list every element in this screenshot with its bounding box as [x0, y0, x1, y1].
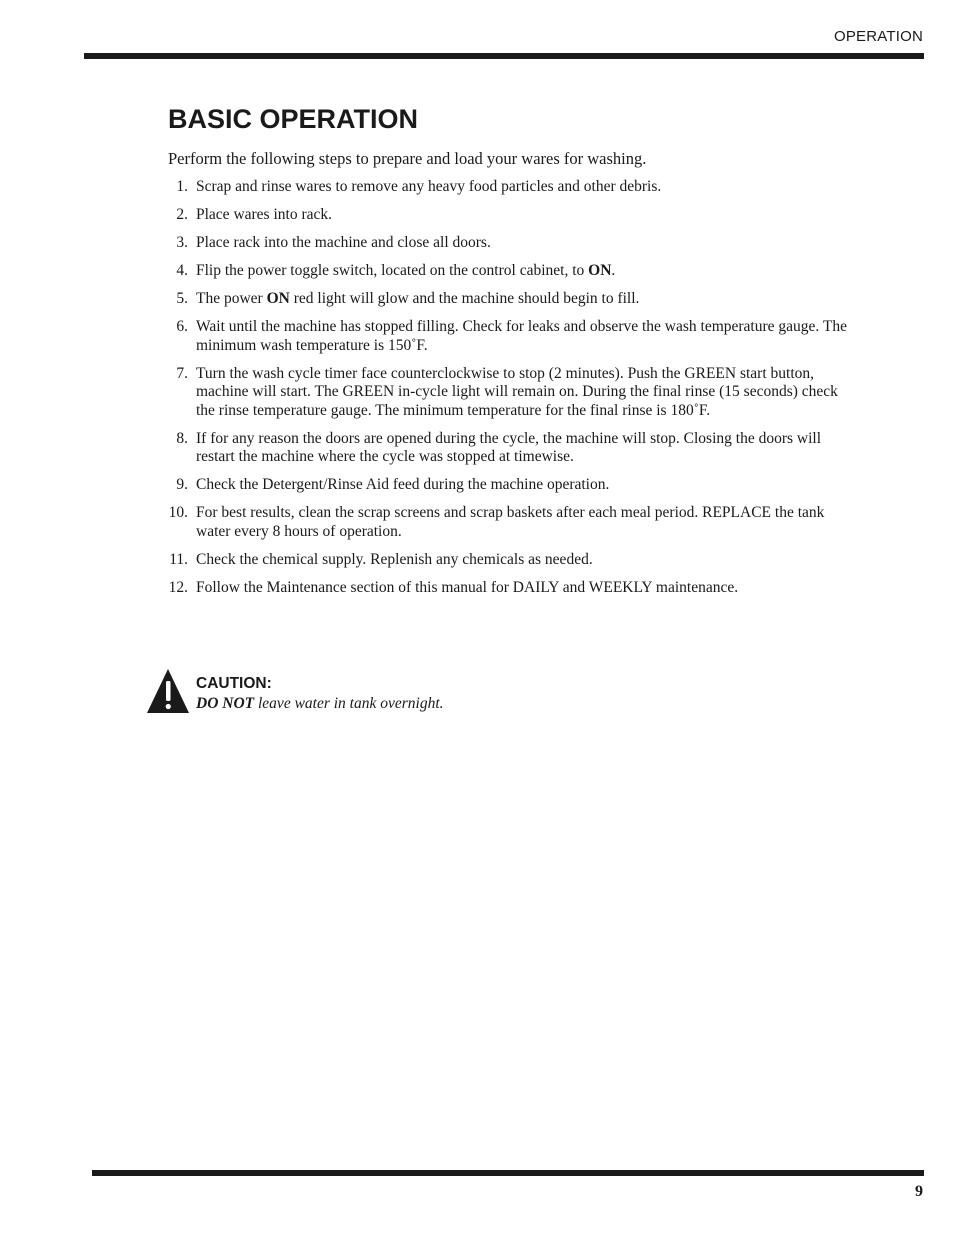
step-text: . — [611, 262, 616, 279]
page-title: BASIC OPERATION — [168, 104, 419, 134]
bottom-divider — [92, 1170, 924, 1176]
step-item — [168, 504, 848, 541]
step-text: red light will glow and the machine should begin to fill. — [289, 290, 640, 307]
step-emphasis: ON — [266, 290, 290, 307]
step-number: 8. — [176, 429, 188, 447]
step-number: 7. — [176, 364, 188, 382]
step-text: Place rack into the machine and close all doors. — [196, 234, 491, 251]
step-item — [168, 206, 848, 225]
step-number: 1. — [176, 178, 188, 195]
step-number: 2. — [176, 206, 188, 223]
caution-text: leave water in tank overnight. — [254, 695, 444, 712]
section-header: OPERATION — [833, 28, 923, 45]
step-text: If for any reason the doors are opened during the cycle, the machine will stop. Closing the doors will restart the machine where the cycle was stopped at timewise. — [196, 429, 822, 465]
step-item — [168, 178, 848, 197]
step-item — [168, 579, 848, 598]
step-item — [168, 476, 848, 495]
step-number: 3. — [176, 234, 188, 251]
step-number: 5. — [176, 290, 188, 307]
step-number: 6. — [176, 318, 188, 335]
step-item — [168, 551, 848, 570]
step-text: Turn the wash cycle timer face counterclockwise to stop (2 minutes). Push the GREEN start button, machine will start. The GREEN in-cycle light will remain on. During the final rinse (15 seconds) check the rinse temperature gauge. The minimum temperature for the final rinse is 180˚F. — [196, 364, 838, 419]
step-number: 12. — [168, 578, 188, 596]
step-text: For best results, clean the scrap screens and scrap baskets after each meal period. REPLACE the tank water every 8 hours of operation. — [196, 504, 825, 540]
caution-message — [196, 695, 444, 713]
step-number: 11. — [169, 550, 188, 568]
step-item — [168, 262, 848, 281]
step-text: Wait until the machine has stopped filling. Check for leaks and observe the wash temperature gauge. The minimum wash temperature is 150˚F. — [196, 318, 847, 354]
step-text: Flip the power toggle switch, located on the control cabinet, to — [196, 262, 589, 279]
warning-triangle-icon — [146, 668, 190, 714]
step-item — [168, 318, 848, 355]
page-number: 9 — [915, 1183, 923, 1200]
intro-paragraph: Perform the following steps to prepare and load your wares for washing. — [168, 149, 647, 168]
step-number: 4. — [176, 262, 188, 279]
step-item — [168, 234, 848, 253]
step-item — [168, 290, 848, 309]
step-number: 10. — [168, 504, 188, 521]
step-text: Place wares into rack. — [196, 206, 332, 223]
step-number: 9. — [176, 476, 188, 493]
step-text: Check the chemical supply. Replenish any chemicals as needed. — [196, 550, 593, 568]
caution-title: CAUTION: — [196, 675, 272, 692]
step-item — [168, 365, 848, 421]
step-text: Check the Detergent/Rinse Aid feed during the machine operation. — [196, 476, 610, 493]
steps-list — [168, 178, 848, 607]
step-item — [168, 430, 848, 467]
top-divider — [84, 53, 924, 59]
caution-emphasis: DO NOT — [196, 695, 255, 712]
step-emphasis: ON — [588, 262, 612, 279]
step-text: Scrap and rinse wares to remove any heavy food particles and other debris. — [196, 178, 662, 195]
step-text: The power — [196, 290, 267, 307]
step-text: Follow the Maintenance section of this manual for DAILY and WEEKLY maintenance. — [196, 578, 739, 596]
